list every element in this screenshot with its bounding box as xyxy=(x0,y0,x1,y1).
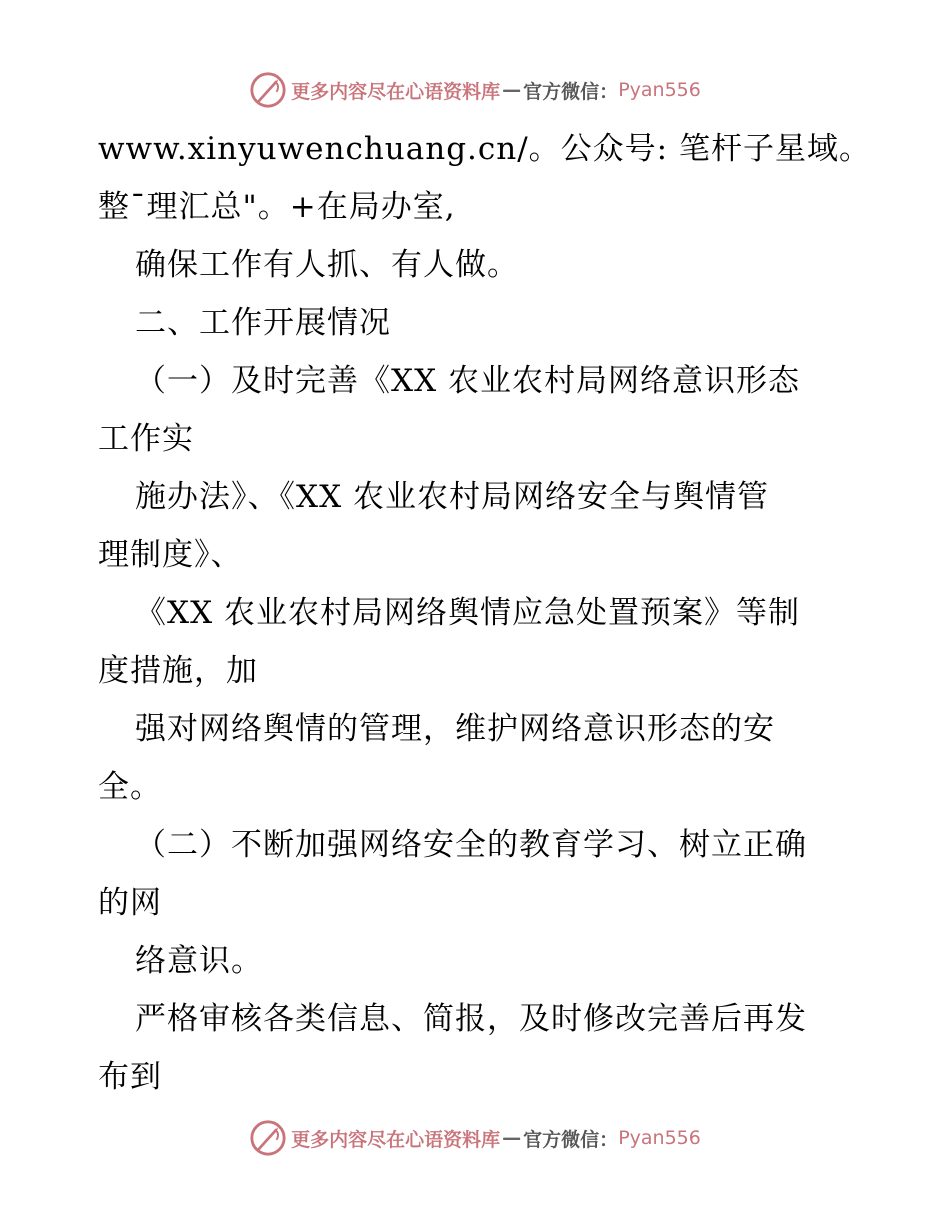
text-line: 严格审核各类信息、简报，及时修改完善后再发 xyxy=(135,1001,807,1037)
text-line: 整¯理汇总"。+在局办室, xyxy=(98,189,456,225)
text-line: 工作实 xyxy=(98,421,194,457)
watermark-wechat-id: Pyan556 xyxy=(618,79,701,101)
watermark-dash: — xyxy=(502,79,522,101)
text-line: 全。 xyxy=(98,769,162,805)
text-line: 络意识。 xyxy=(135,943,263,979)
watermark-wechat-label: 官方微信： xyxy=(523,80,619,103)
quill-logo-icon xyxy=(249,1119,287,1157)
text-line: 施办法》、《XX 农业农村局网络安全与舆情管 xyxy=(135,479,769,515)
header-watermark xyxy=(0,70,950,110)
watermark-text xyxy=(291,1125,701,1152)
watermark-wechat-id: Pyan556 xyxy=(618,1127,701,1149)
text-line: 的网 xyxy=(98,885,162,921)
text-line: 理制度》、 xyxy=(98,537,243,573)
watermark-group xyxy=(249,71,701,109)
text-line: 强对网络舆情的管理，维护网络意识形态的安 xyxy=(135,711,775,747)
watermark-brand: 更多内容尽在心语资料库 xyxy=(291,80,501,103)
text-line: （二）不断加强网络安全的教育学习、树立正确 xyxy=(135,827,807,863)
text-line: 确保工作有人抓、有人做。 xyxy=(135,247,519,283)
watermark-brand: 更多内容尽在心语资料库 xyxy=(291,1128,501,1151)
watermark-text xyxy=(291,77,701,104)
text-line: www.xinyuwenchuang.cn/。公众号: 笔杆子星域。 xyxy=(98,131,871,167)
text-line: 布到 xyxy=(98,1059,162,1095)
text-line: 度措施，加 xyxy=(98,653,258,689)
watermark-dash: — xyxy=(502,1127,522,1149)
text-line: 二、工作开展情况 xyxy=(135,305,391,341)
watermark-wechat-label: 官方微信： xyxy=(523,1128,619,1151)
text-line: 《XX 农业农村局网络舆情应急处置预案》等制 xyxy=(135,595,800,631)
document-body xyxy=(98,120,888,1106)
footer-watermark xyxy=(0,1118,950,1158)
watermark-group xyxy=(249,1119,701,1157)
quill-logo-icon xyxy=(249,71,287,109)
text-line: （一）及时完善《XX 农业农村局网络意识形态 xyxy=(135,363,800,399)
